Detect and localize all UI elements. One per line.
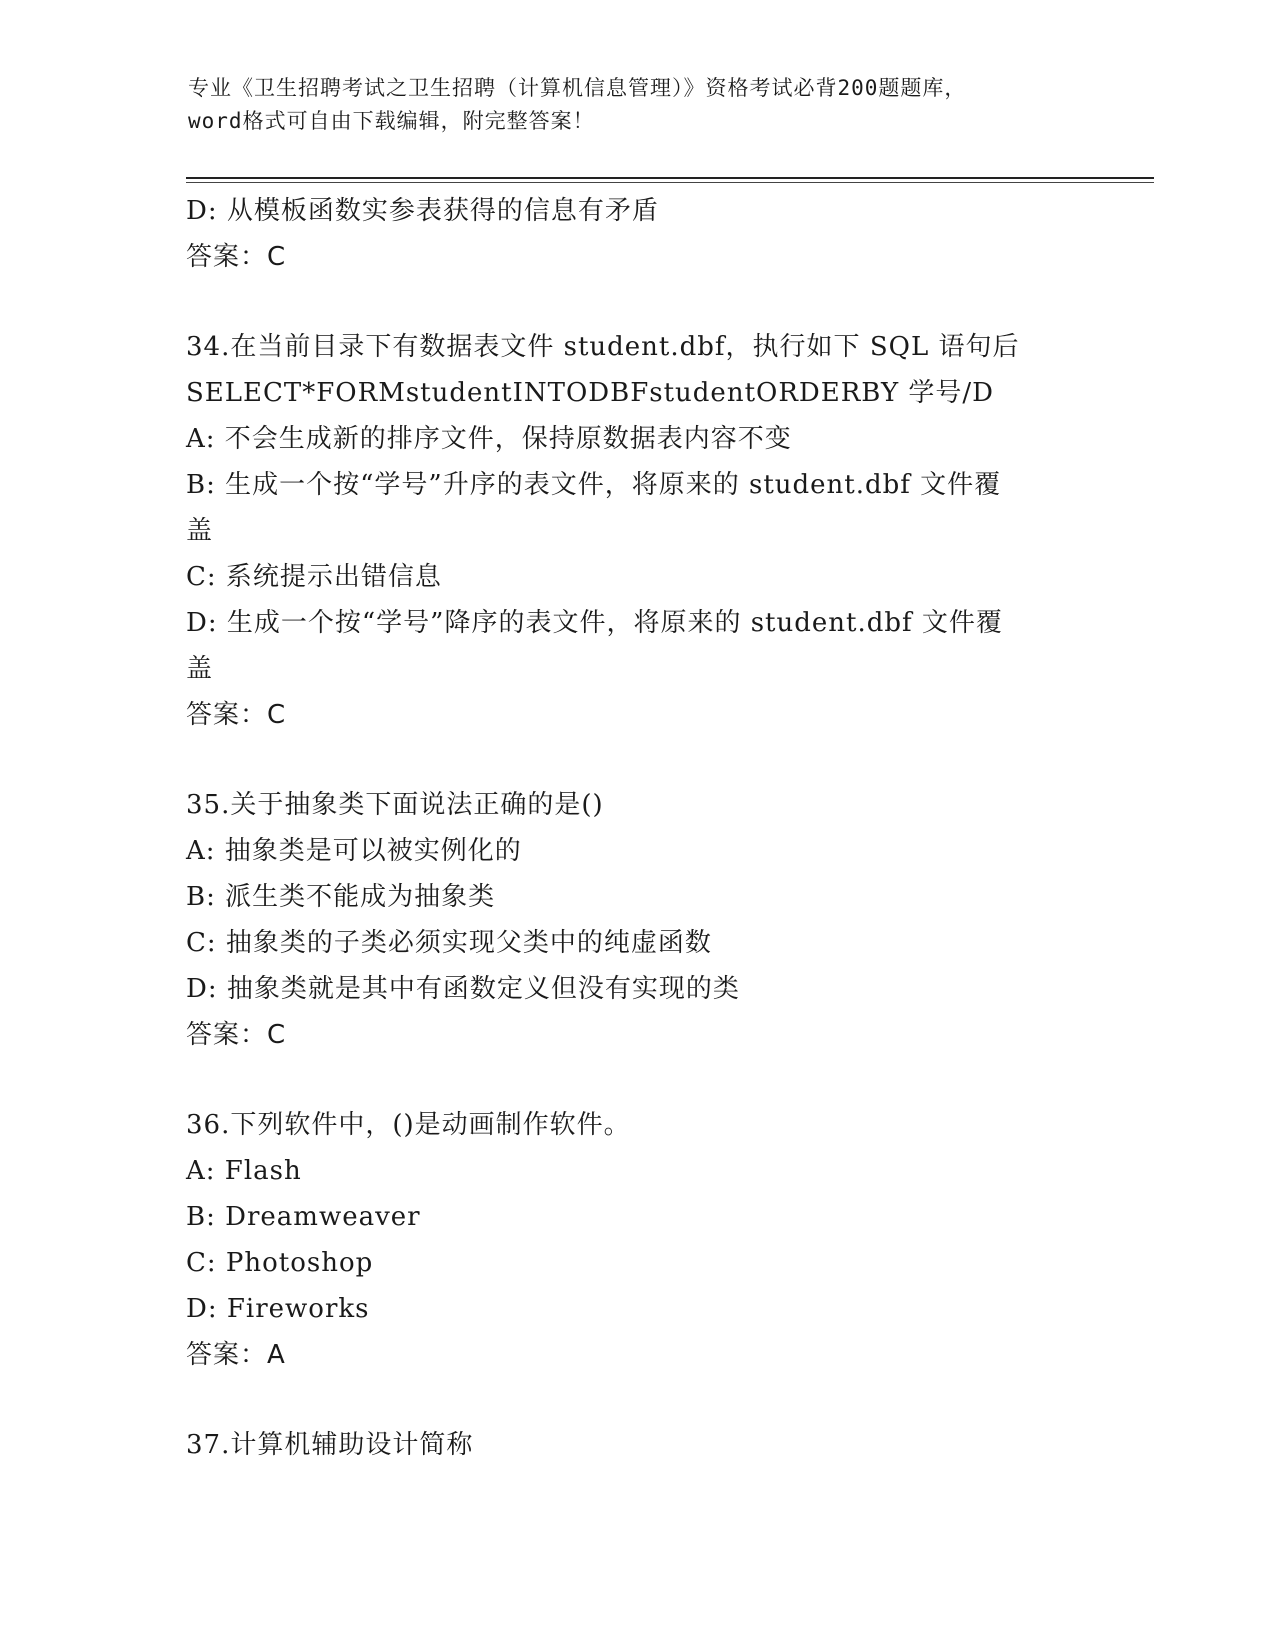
option-c: C: Photoshop xyxy=(186,1248,374,1278)
option-c: C: 系统提示出错信息 xyxy=(186,562,442,592)
header-line-1: 专业《卫生招聘考试之卫生招聘（计算机信息管理）》资格考试必背200题题库， xyxy=(188,76,967,100)
option-c: C: 抽象类的子类必须实现父类中的纯虚函数 xyxy=(186,928,712,958)
option-b: B: 生成一个按“学号”升序的表文件，将原来的 student.dbf 文件覆 xyxy=(186,470,1002,500)
answer-line: 答案：C xyxy=(186,700,287,730)
answer-line: 答案：A xyxy=(186,1340,286,1370)
question-35 xyxy=(186,782,1086,1058)
question-stem: 35.关于抽象类下面说法正确的是() xyxy=(186,790,604,820)
option-a: A: 抽象类是可以被实例化的 xyxy=(186,836,522,866)
spacer xyxy=(186,1378,1086,1422)
answer-line: 答案：C xyxy=(186,242,287,272)
option-a: A: 不会生成新的排序文件，保持原数据表内容不变 xyxy=(186,424,792,454)
header-line-2: word格式可自由下载编辑，附完整答案！ xyxy=(188,109,595,133)
spacer xyxy=(186,738,1086,782)
question-33-tail xyxy=(186,188,1086,280)
question-stem-continued: SELECT*FORMstudentINTODBFstudentORDERBY 学号/D xyxy=(186,378,994,408)
spacer xyxy=(186,1058,1086,1102)
question-stem: 34.在当前目录下有数据表文件 student.dbf，执行如下 SQL 语句后 xyxy=(186,332,1020,362)
option-d-continued: 盖 xyxy=(186,654,214,684)
option-b: B: Dreamweaver xyxy=(186,1202,421,1232)
question-37 xyxy=(186,1422,1086,1468)
header-divider-thick xyxy=(186,177,1154,179)
option-a: A: Flash xyxy=(186,1156,302,1186)
option-d: D: 抽象类就是其中有函数定义但没有实现的类 xyxy=(186,974,740,1004)
question-list xyxy=(186,188,1086,1468)
question-36 xyxy=(186,1102,1086,1378)
question-stem: 37.计算机辅助设计简称 xyxy=(186,1430,474,1460)
document-header xyxy=(188,72,1088,138)
option-b-continued: 盖 xyxy=(186,516,214,546)
spacer xyxy=(186,280,1086,324)
question-34 xyxy=(186,324,1086,738)
answer-line: 答案：C xyxy=(186,1020,287,1050)
option-d: D: Fireworks xyxy=(186,1294,370,1324)
option-d: D: 从模板函数实参表获得的信息有矛盾 xyxy=(186,196,659,226)
header-divider-thin xyxy=(186,182,1154,183)
option-b: B: 派生类不能成为抽象类 xyxy=(186,882,496,912)
option-d: D: 生成一个按“学号”降序的表文件，将原来的 student.dbf 文件覆 xyxy=(186,608,1003,638)
question-stem: 36.下列软件中，()是动画制作软件。 xyxy=(186,1110,631,1140)
